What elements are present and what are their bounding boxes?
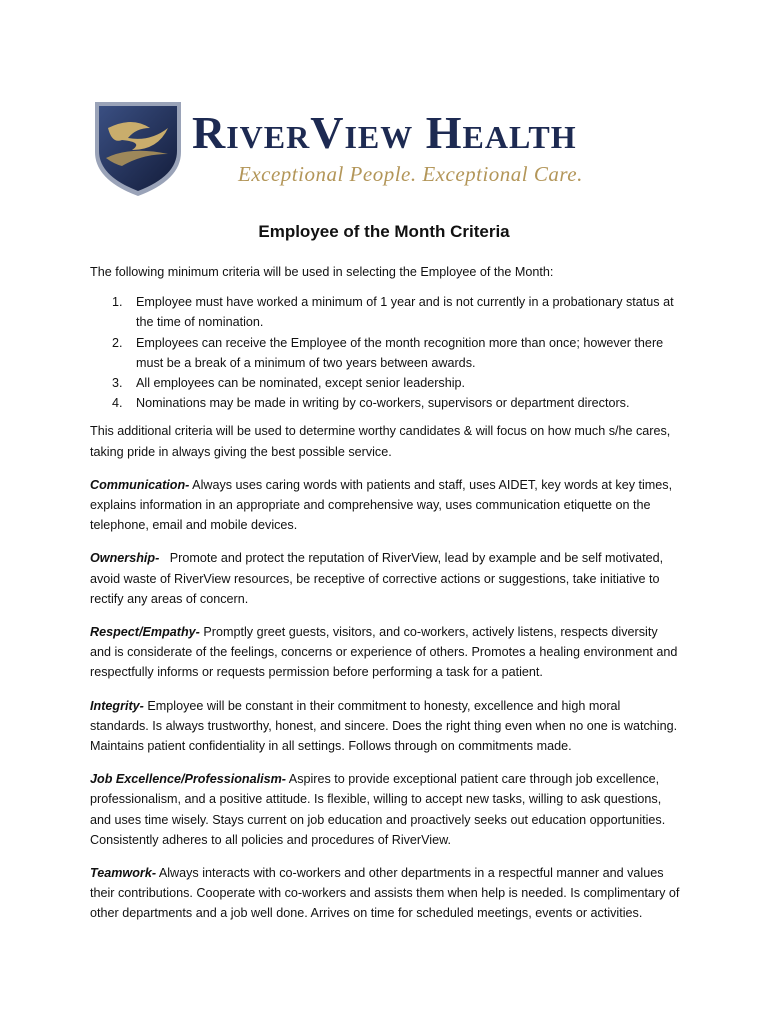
criterion-text: Promote and protect the reputation of RiverView, lead by example and be self motivated, avoid waste of RiverView resources, be receptive of corrective actions or suggestions, take initiative to rectify any areas of concern. [90, 551, 667, 606]
criterion-job-excellence [90, 769, 680, 850]
criterion-term: Job Excellence/Professionalism- [90, 772, 286, 787]
list-number: 2. [112, 335, 123, 350]
additional-criteria-text: This additional criteria will be used to determine worthy candidates & will focus on how much s/he cares, taking pride in always giving the best possible service. [90, 424, 671, 459]
criterion-respect-empathy [90, 622, 680, 683]
criterion-teamwork [90, 863, 680, 924]
criterion-communication [90, 475, 680, 536]
page-title: Employee of the Month Criteria [258, 222, 510, 241]
criteria-list [90, 292, 680, 413]
list-number: 4. [112, 396, 123, 411]
criterion-text: Always uses caring words with patients and staff, uses AIDET, key words at key times, explains information in an appropriate and comprehensive way, uses communication etiquette on the telephone, email and mobile devices. [90, 477, 673, 533]
criterion-text: Employee will be constant in their commitment to honesty, excellence and high moral standards. Is always trustworthy, honest, and sincere. Does the right thing even when no one is watching. Maintains patient confidentiality in all settings. Follows through on commitments made. [90, 698, 678, 754]
shield-icon [92, 98, 184, 198]
list-text: All employees can be nominated, except senior leadership. [136, 376, 466, 391]
riverview-logo [92, 98, 692, 198]
criterion-term: Integrity- [90, 698, 144, 713]
criterion-term: Communication- [90, 477, 190, 492]
list-item [90, 393, 680, 413]
criterion-term: Respect/Empathy- [90, 625, 200, 640]
list-item [90, 373, 680, 393]
criterion-term: Ownership- [90, 551, 160, 566]
list-item [90, 292, 680, 332]
list-text: Employee must have worked a minimum of 1 year and is not currently in a probationary status at the time of nomination. [136, 295, 674, 330]
criterion-text: Aspires to provide exceptional patient care through job excellence, professionalism, and a positive attitude. Is flexible, willing to accept new tasks, willing to ask questions, and uses time wisely. Stays current on job education and proactively seeks out education opportunities. Consistently adheres to all policies and procedures of RiverView. [90, 772, 666, 847]
criterion-term: Teamwork- [90, 866, 157, 881]
intro-text: The following minimum criteria will be used in selecting the Employee of the Month: [90, 265, 554, 279]
brand-name: RiverView Health [192, 107, 577, 158]
list-number: 1. [112, 295, 123, 310]
brand-tagline: Exceptional People. Exceptional Care. [238, 162, 583, 186]
criterion-integrity [90, 696, 680, 757]
list-text: Nominations may be made in writing by co-workers, supervisors or department directors. [136, 396, 630, 411]
list-text: Employees can receive the Employee of the month recognition more than once; however there must be a break of a minimum of two years between awards. [136, 335, 664, 370]
criterion-text: Always interacts with co-workers and other departments in a respectful manner and values their contributions. Cooperate with co-workers and assists them when help is needed. Is complimentary of other departments and a job well done. Arrives on time for scheduled meetings, events or activities. [90, 866, 680, 921]
criterion-text: Promptly greet guests, visitors, and co-workers, actively listens, respects diversity and is considerate of the feelings, concerns or experience of others. Promotes a healing environment and respectfully informs or requests permission before performing a task for a patient. [90, 625, 678, 680]
criterion-ownership [90, 548, 680, 609]
document-body [90, 262, 680, 937]
list-item [90, 333, 680, 373]
list-number: 3. [112, 376, 123, 391]
